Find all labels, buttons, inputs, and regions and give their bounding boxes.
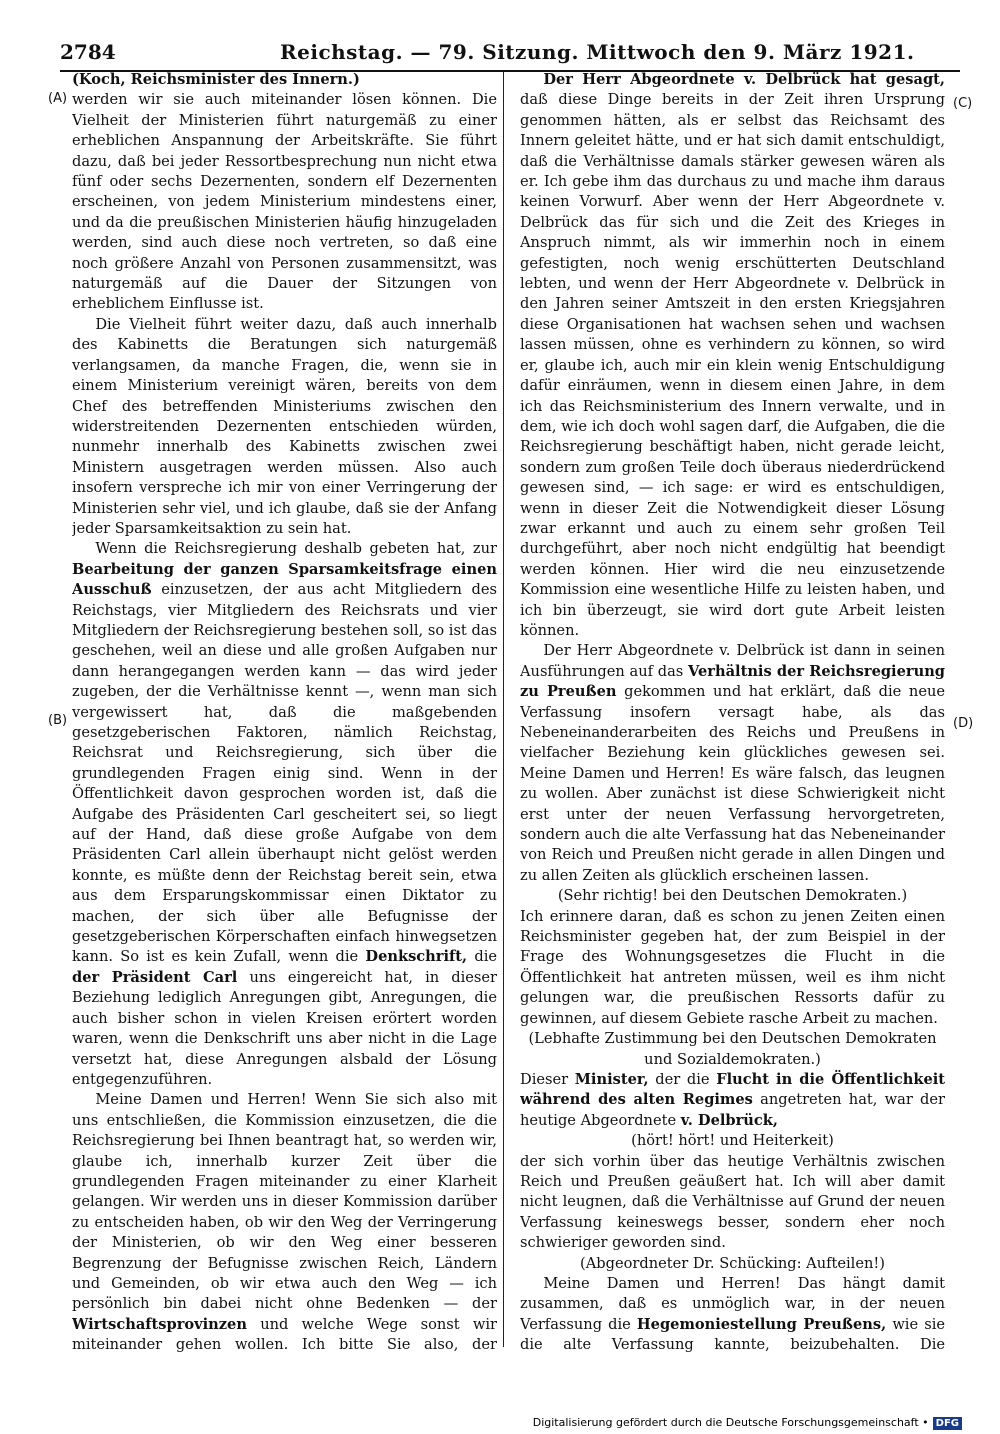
- right-paragraph-2: Der Herr Abgeordnete v. Delbrück ist dann in seinen Ausführungen auf das Verhältnis der Reichsregierung zu Preußen gekommen und hat erklärt, daß die neue Verfassung insofern versagt habe, als das Nebeneinanderarbeiten des Reichs und Preußens in vielfacher Beziehung kein glückliches gewesen sei. Meine Damen und Herren! Es wäre falsch, das leugnen zu wollen. Aber zunächst ist diese Schwierigkeit nicht erst unter der neuen Verfassung hervorgetreten, sondern auch die alte Verfassung hat das Nebeneinander von Reich und Preußen nicht gerade in allen Dingen und zu allen Zeiten als glücklich erscheinen lassen.: [520, 642, 945, 884]
- right-interjection-4: (Abgeordneter Dr. Schücking: Aufteilen!): [580, 1254, 885, 1272]
- dfg-logo: DFG: [933, 1417, 962, 1430]
- column-divider: [503, 72, 504, 1347]
- left-paragraph-3: Wenn die Reichsregierung deshalb gebeten hat, zur Bearbeitung der ganzen Sparsamkeitsfrage einen Ausschuß einzusetzen, der aus acht Mitgliedern des Reichstags, vier Mitgliedern des Reichsrats und vier Mitgliedern der Reichsregierung bestehen soll, so ist das geschehen, weil an diese und alle großen Aufgaben nur dann herangegangen werden kann — das wird jeder zugeben, der die Verhältnisse kennt —, wenn man sich vergewissert hat, daß die maßgebenden gesetzgeberischen Faktoren, nämlich Reichstag, Reichsrat und Reichsregierung, sich über die grundlegenden Fragen einig sind. Wenn in der Öffentlichkeit davon gesprochen worden ist, daß die Aufgabe des Präsidenten Carl gescheitert sei, so liegt auf der Hand, daß diese große Aufgabe von dem Präsidenten Carl allein überhaupt nicht gelöst werden konnte, es müßte denn der Reichstag bereit sein, etwa aus dem Ersparungskommissar einen Diktator zu machen, der sich über alle Befugnisse der gesetzgeberischen Körperschaften einfach hinwegsetzen kann. So ist es kein Zufall, wenn die Denkschrift, die der Präsident Carl uns eingereicht hat, in dieser Beziehung lediglich Anregungen gibt, Anregungen, die auch bisher schon in vielen Kreisen erörtert worden waren, wenn die Denkschrift uns aber nicht in die Lage versetzt hat, diese Anregungen alsbald der Lösung entgegenzuführen.: [72, 540, 497, 1088]
- margin-mark-c: (C): [953, 96, 973, 111]
- page-number: 2784: [60, 40, 116, 64]
- right-paragraph-3: Ich erinnere daran, daß es schon zu jenen Zeiten einen Reichsminister gegeben hat, der zum Beispiel in der Frage des Wohnungsgesetzes die Flucht in die Öffentlichkeit hat antreten müssen, weil es ihm nicht gelungen war, die preußischen Ressorts dafür zu gewinnen, auf diesem Gebiete rasche Arbeit zu machen.: [520, 907, 945, 1027]
- margin-mark-a: (A): [48, 91, 68, 106]
- right-column: [520, 70, 945, 1355]
- right-interjection-2: (Lebhafte Zustimmung bei den Deutschen Demokraten und Sozialdemokraten.): [528, 1030, 937, 1068]
- right-interjection-1: (Sehr richtig! bei den Deutschen Demokraten.): [557, 887, 908, 905]
- right-interjection-3: (hört! hört! und Heiterkeit): [631, 1132, 834, 1150]
- right-paragraph-4: Dieser Minister, der die Flucht in die Öffentlichkeit während des alten Regimes angetreten hat, war der heutige Abgeordnete v. Delbrück,: [520, 1070, 945, 1129]
- left-paragraph-4: Meine Damen und Herren! Wenn Sie sich also mit uns entschließen, die Kommission einzusetzen, die die Reichsregierung bei Ihnen beantragt hat, so werden wir, glaube ich, innerhalb kurzer Zeit über die grundlegenden Fragen miteinander zu einer Klarheit gelangen. Wir werden uns in dieser Kommission darüber zu entscheiden haben, ob wir den Weg der Verringerung der Ministerien, ob wir den Weg einer besseren Begrenzung der Befugnisse zwischen Reich, Ländern und Gemeinden, ob wir etwa auch den Weg — ich persönlich bin dabei nicht ohne Bedenken — der Wirtschaftsprovinzen und welche Wege sonst wir miteinander gehen wollen. Ich bitte Sie also, der: [72, 1091, 497, 1354]
- left-column: [72, 70, 497, 1355]
- left-paragraph-2: Die Vielheit führt weiter dazu, daß auch innerhalb des Kabinetts die Beratungen sich naturgemäß verlangsamen, da manche Fragen, die, wenn sie in einem Ministerium vereinigt wären, bereits von dem Chef des betreffenden Ministeriums zwischen den widerstreitenden Dezernenten entschieden würden, nunmehr innerhalb des Kabinetts zwischen zwei Ministern ausgetragen werden müssen. Also auch insofern verspreche ich mir von einer Verringerung der Ministerien sehr viel, und ich glaube, daß sie der Anfang jeder Sparsamkeitsaktion zu sein hat.: [72, 315, 497, 537]
- right-paragraph-1: Der Herr Abgeordnete v. Delbrück hat gesagt, daß diese Dinge bereits in der Zeit ihren Ursprung genommen hätten, als er selbst das Reichsamt des Innern geleitet hätte, und er hat sich damit entschuldigt, daß die Verhältnisse damals stärker gewesen wären als er. Ich gebe ihm das durchaus zu und mache ihm daraus keinen Vorwurf. Aber wenn der Herr Abgeordnete v. Delbrück das für sich und die Zeit des Krieges in Anspruch nimmt, als wir immerhin noch in einem gefestigten, noch wenig erschütterten Deutschland lebten, und wenn der Herr Abgeordnete v. Delbrück in den Jahren seiner Amtszeit in den ersten Kriegsjahren diese Organisationen hat wachsen sehen und wachsen lassen müssen, ohne es verhindern zu können, so wird er, glaube ich, auch mir ein klein wenig Entschuldigung dafür einräumen, wenn in diesem einen Jahre, in dem ich das Reichsministerium des Innern verwalte, und in dem, wie ich doch wohl sagen darf, die Aufgaben, die die Reichsregierung beschäftigt haben, nicht gerade leicht, sondern zum großen Teile doch überaus niederdrückend gewesen sind, — ich sage: er wird es entschuldigen, wenn in dieser Zeit die Notwendigkeit dieser Lösung zwar erkannt und auch zu einem sehr großen Teil durchgeführt, aber noch nicht endgültig hat beendigt werden können. Hier wird die neu einzusetzende Kommission eine wesentliche Hilfe zu leisten haben, und ich bin überzeugt, sie wird dort gute Arbeit leisten können.: [520, 71, 945, 639]
- right-paragraph-5: der sich vorhin über das heutige Verhältnis zwischen Reich und Preußen geäußert hat. Ich will aber damit nicht leugnen, daß die Verhältnisse auf Grund der neuen Verfassung keineswegs besser, sondern eher noch schwieriger geworden sind.: [520, 1152, 945, 1252]
- margin-mark-d: (D): [953, 716, 974, 731]
- right-paragraph-6: Meine Damen und Herren! Das hängt damit zusammen, daß es unmöglich war, in der neuen Verfassung die Hegemoniestellung Preußens, wie sie die alte Verfassung kannte, beizubehalten. Die: [520, 1274, 945, 1354]
- page-header: [60, 40, 960, 72]
- credit-text: Digitalisierung gefördert durch die Deutsche Forschungsgemeinschaft •: [532, 1416, 929, 1429]
- left-paragraph-1: werden wir sie auch miteinander lösen können. Die Vielheit der Ministerien führt naturgemäß zu einer erheblichen Anspannung der Arbeitskräfte. Sie führt dazu, daß bei jeder Ressortbesprechung nun nicht etwa fünf oder sechs Dezernenten, sondern elf Dezernenten erscheinen, von jedem Ministerium mindestens einer, und da die preußischen Ministerien häufig hinzugeladen werden, sind auch diese noch vertreten, so daß eine noch größere Anzahl von Personen zusammensitzt, was naturgemäß auf die Dauer der Sitzungen von erheblichem Einflusse ist.: [72, 91, 497, 313]
- running-title: Reichstag. — 79. Sitzung. Mittwoch den 9. März 1921.: [280, 40, 915, 64]
- speaker-line: (Koch, Reichsminister des Innern.): [72, 71, 360, 88]
- margin-mark-b: (B): [48, 713, 68, 728]
- digitization-credit: [533, 1416, 962, 1430]
